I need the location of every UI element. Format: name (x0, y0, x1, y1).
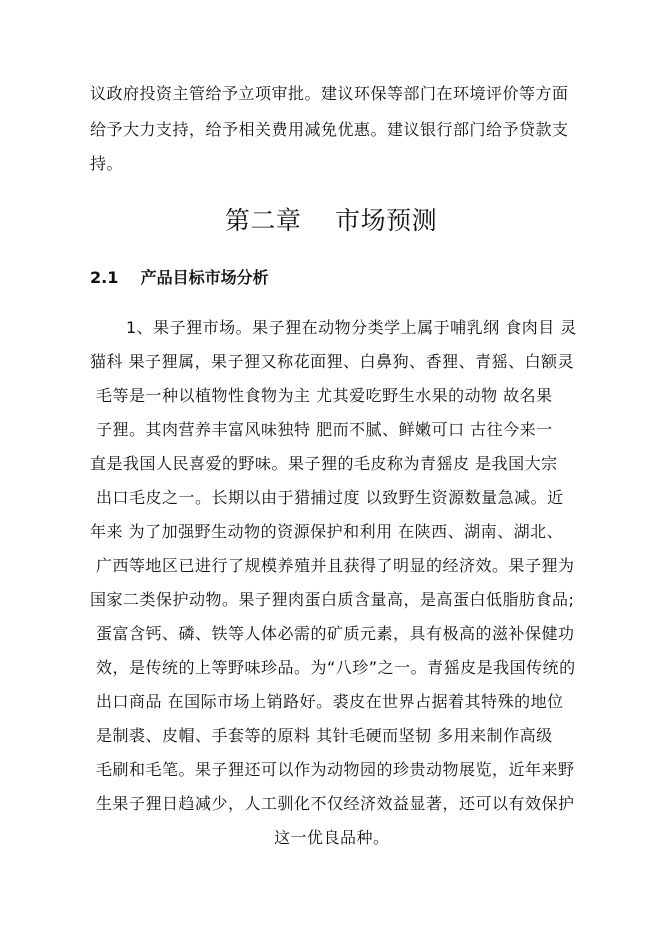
paragraph-line: 是制裘、皮帽、手套等的原料 其针毛硬而坚韧 多用来制作高级 (96, 726, 553, 745)
paragraph-line: 子狸。其肉营养丰富风味独特 肥而不腻、鲜嫩可口 古往今来一 (96, 420, 553, 439)
chapter-title: 第二章 市场预测 (224, 206, 438, 235)
paragraph-line: 毛刷和毛笔。果子狸还可以作为动物园的珍贵动物展览，近年来野 (96, 760, 575, 779)
intro-line: 议政府投资主管给予立项审批。建议环保等部门在环境评价等方面 (90, 84, 569, 103)
intro-line: 持。 (90, 154, 124, 173)
intro-line: 给予大力支持，给予相关费用减免优惠。建议银行部门给予贷款支 (90, 120, 569, 139)
paragraph-line: 这一优良品种。 (274, 828, 390, 847)
paragraph-line: 猫科 果子狸属，果子狸又称花面狸、白鼻狗、香狸、青猺、白额灵 (90, 352, 575, 371)
paragraph-line: 出口商品 在国际市场上销路好。裘皮在世界占据着其特殊的地位 (96, 692, 564, 711)
paragraph-line: 直是我国人民喜爱的野味。果子狸的毛皮称为青猺皮 是我国大宗 (90, 454, 558, 473)
paragraph-line: 广西等地区已进行了规模养殖并且获得了明显的经济效。果子狸为 (96, 556, 575, 575)
paragraph-line: 效，是传统的上等野味珍品。为“八珍”之一。青猺皮是我国传统的 (96, 658, 576, 677)
paragraph-line: 年来 为了加强野生动物的资源保护和利用 在陕西、湖南、湖北、 (90, 522, 564, 541)
paragraph-line: 毛等是一种以植物性食物为主 尤其爱吃野生水果的动物 故名果 (96, 386, 553, 405)
section-title: 2.1 产品目标市场分析 (90, 268, 269, 287)
paragraph-line: 生果子狸日趋减少，人工驯化不仅经济效益显著，还可以有效保护 (96, 794, 575, 813)
paragraph-line: 1、果子狸市场。果子狸在动物分类学上属于哺乳纲 食肉目 灵 (126, 318, 577, 337)
paragraph-line: 蛋富含钙、磷、铁等人体必需的矿质元素，具有极高的滋补保健功 (96, 624, 575, 643)
paragraph-line: 出口毛皮之一。长期以由于猎捕过度 以致野生资源数量急减。近 (96, 488, 564, 507)
paragraph-line: 国家二类保护动物。果子狸肉蛋白质含量高，是高蛋白低脂肪食品; (90, 590, 575, 609)
